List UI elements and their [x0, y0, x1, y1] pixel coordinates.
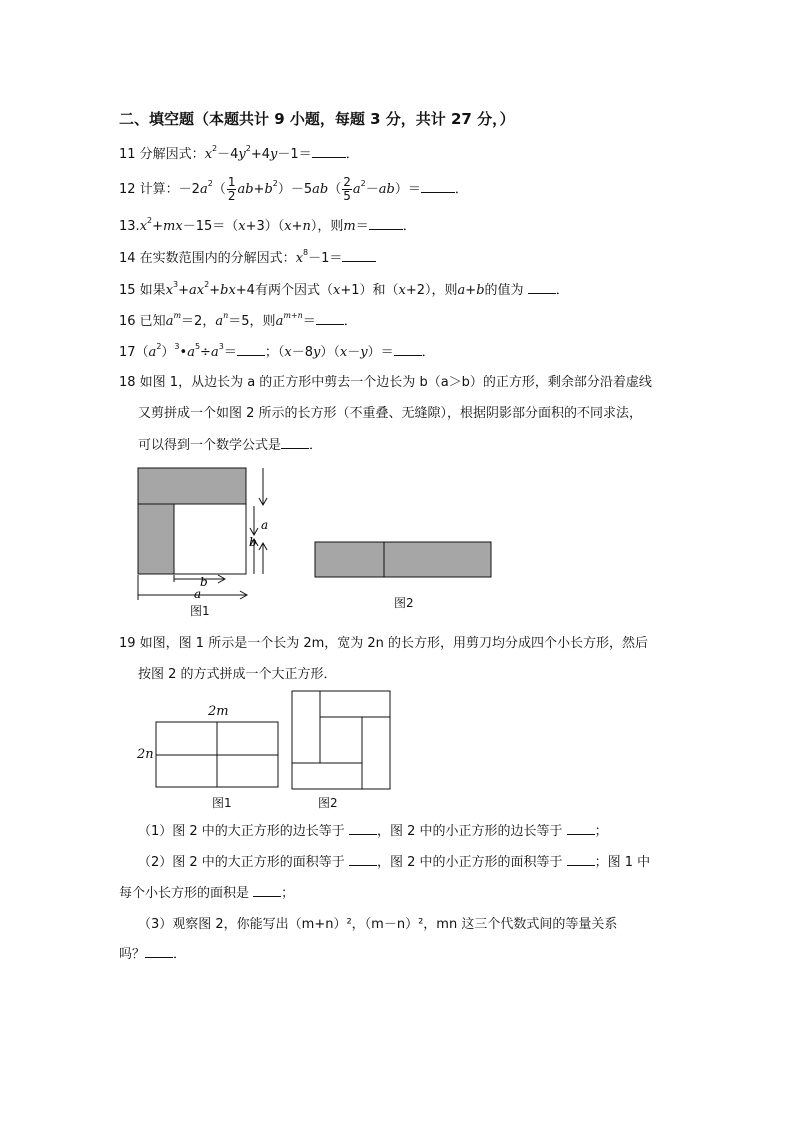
- answer-blank[interactable]: [369, 219, 403, 230]
- q18-figure-2: [314, 540, 494, 580]
- question-14: 14 在实数范围内的分解因式：$x^8-1=$: [119, 250, 376, 268]
- answer-blank[interactable]: [253, 886, 281, 897]
- question-18-line-3: 可以得到一个数学公式是 ．: [138, 438, 323, 453]
- fraction-one-half: $\frac{1}{2}$: [227, 175, 236, 203]
- answer-blank[interactable]: [567, 824, 595, 835]
- q19-sub-2: （2）图 2 中的大正方形的面积等于 ，图 2 中的小正方形的面积等于 ；图 1 中: [138, 855, 651, 870]
- label-a-right: a: [261, 518, 269, 532]
- answer-blank[interactable]: [281, 438, 309, 449]
- answer-blank[interactable]: [316, 314, 344, 325]
- q19-fig1-caption: 图1: [212, 796, 232, 810]
- label-a-bottom: a: [194, 587, 202, 601]
- question-19-line-1: 19 如图，图 1 所示是一个长为 2m，宽为 2n 的长方形，用剪刀均分成四个小长方形，然后: [119, 636, 649, 651]
- q18-figure-1: [130, 462, 280, 612]
- label-b-right: b: [249, 535, 257, 549]
- q19-sub-1: （1）图 2 中的大正方形的边长等于 ，图 2 中的小正方形的边长等于 ；: [138, 824, 608, 839]
- shaded-left-strip: [138, 504, 174, 574]
- label-b-bottom: b: [200, 575, 208, 589]
- answer-blank[interactable]: [349, 855, 377, 866]
- q19-sub-3: （3）观察图 2，你能写出（m+n）²，（m－n）²，mn 这三个代数式间的等量关系: [138, 917, 618, 932]
- q18-fig1-caption: 图1: [190, 604, 210, 618]
- q19-sub-2-line-2: 每个小长方形的面积是 ；: [119, 886, 295, 901]
- label-2n: 2n: [137, 747, 154, 762]
- question-17: $17(a^2)^3•a^5\div a^3=$ ；（x－8y）（x－y）＝ ．: [119, 342, 435, 360]
- question-19-line-2: 按图 2 的方式拼成一个大正方形．: [138, 667, 337, 682]
- q19-sub-3-line-2: 吗？ ．: [119, 947, 187, 962]
- q19-fig2-caption: 图2: [318, 796, 338, 810]
- answer-blank[interactable]: [421, 182, 455, 193]
- question-11: 11 分解因式：$x^2-4y^2+4y-1=$ ．: [119, 144, 359, 162]
- q18-fig2-caption: 图2: [394, 596, 414, 610]
- answer-blank[interactable]: [394, 345, 422, 356]
- answer-blank[interactable]: [528, 283, 556, 294]
- fraction-two-fifths: $\frac{2}{5}$: [343, 175, 351, 203]
- question-16: 16 已知$a^m=2$，$a^n=5$，则$a^{m+n}=$ ．: [119, 311, 357, 329]
- question-15: 15 如果$x^3+ax^2+bx+4$有两个因式（x+1）和（x+2），则a+b的值为 ．: [119, 280, 569, 298]
- question-18-line-1: 18 如图 1，从边长为 a 的正方形中剪去一个边长为 b（a＞b）的正方形，剩余部分沿着虚线: [119, 375, 652, 390]
- label-2m: 2m: [208, 704, 229, 719]
- answer-blank[interactable]: [312, 147, 346, 158]
- question-18-line-2: 又剪拼成一个如图 2 所示的长方形（不重叠、无缝隙），根据阴影部分面积的不同求法，: [138, 406, 643, 421]
- section-title: 二、填空题（本题共计 9 小题，每题 3 分，共计 27 分，）: [119, 110, 515, 128]
- answer-blank[interactable]: [237, 345, 265, 356]
- question-12: 12 计算：$-2a^2$（ $\frac{1}{2}$ $ab+b^2)-5ab$（ $\frac{2}{5}$ $a^2-ab)=$ ．: [119, 175, 468, 203]
- q19-figure-1: [155, 721, 281, 791]
- answer-blank[interactable]: [342, 251, 376, 262]
- shaded-top-strip: [138, 468, 246, 504]
- q19-figure-2: [290, 689, 394, 793]
- shaded-rectangle: [315, 542, 491, 577]
- answer-blank[interactable]: [349, 824, 377, 835]
- question-13: $13.x^2+mx-15=(x+3)(x+n)$，则m＝ ．: [119, 216, 416, 234]
- answer-blank[interactable]: [145, 947, 173, 958]
- answer-blank[interactable]: [567, 855, 595, 866]
